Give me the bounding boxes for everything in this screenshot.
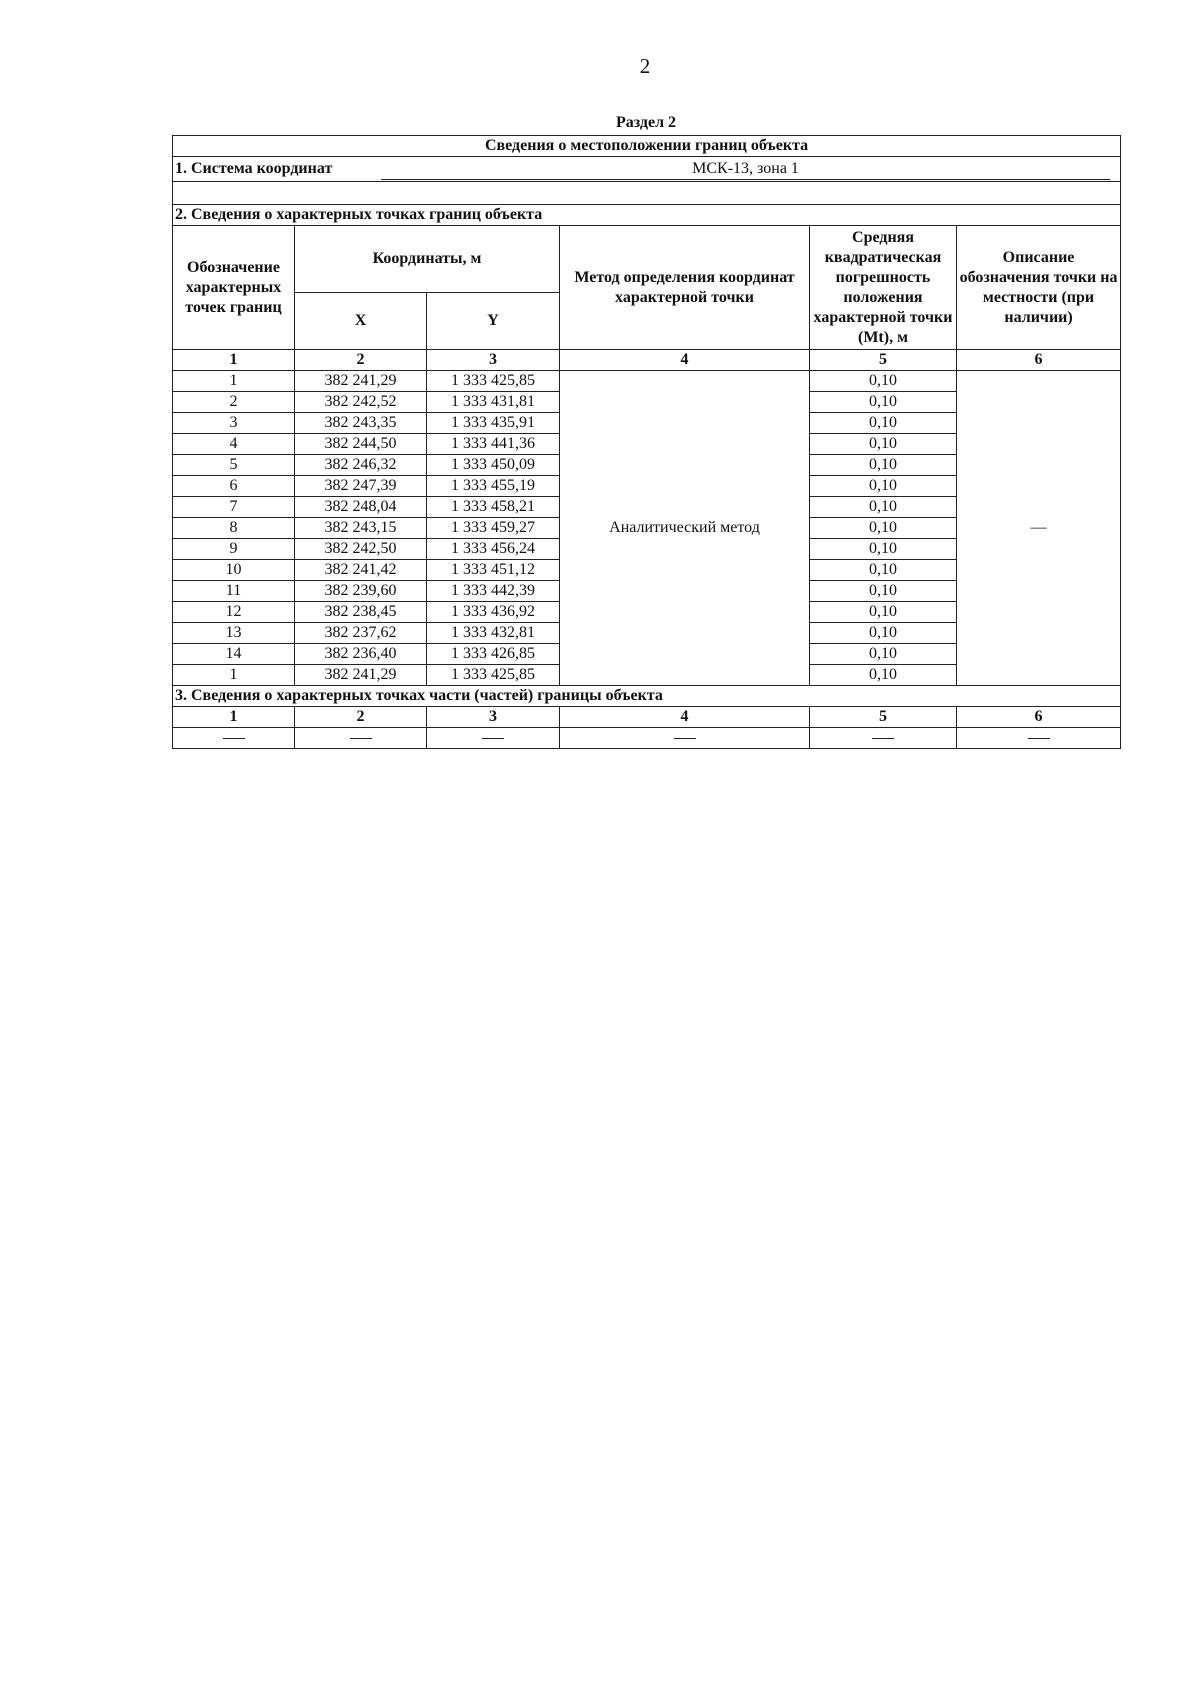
coord-y: 1 333 442,39 — [427, 581, 560, 602]
spacer-row — [173, 182, 1121, 205]
header-y: Y — [427, 293, 560, 350]
point-number: 2 — [173, 392, 295, 413]
error-value: 0,10 — [810, 413, 957, 434]
coord-x: 382 242,50 — [295, 539, 427, 560]
point-number: 5 — [173, 455, 295, 476]
header-error: Средняя квадратическая погрешность положения характерной точки (Mt), м — [810, 226, 957, 350]
column-number: 3 — [427, 707, 560, 728]
dash-mark — [350, 738, 372, 739]
point-number: 4 — [173, 434, 295, 455]
coord-y: 1 333 455,19 — [427, 476, 560, 497]
column-number: 1 — [173, 707, 295, 728]
column-number: 2 — [295, 707, 427, 728]
header-point-designation: Обозначение характерных точек границ — [173, 226, 295, 350]
section-title: Раздел 2 — [615, 114, 677, 131]
points-section-title: 2. Сведения о характерных точках границ объекта — [173, 205, 1121, 226]
coord-x: 382 236,40 — [295, 644, 427, 665]
error-value: 0,10 — [810, 623, 957, 644]
empty-value-dash — [427, 728, 560, 749]
coord-y: 1 333 441,36 — [427, 434, 560, 455]
error-value: 0,10 — [810, 539, 957, 560]
header-coordinates: Координаты, м — [295, 226, 560, 293]
error-value: 0,10 — [810, 581, 957, 602]
coord-y: 1 333 458,21 — [427, 497, 560, 518]
coord-y: 1 333 459,27 — [427, 518, 560, 539]
error-value: 0,10 — [810, 644, 957, 665]
page-number: 2 — [639, 54, 651, 78]
empty-value-dash — [957, 728, 1121, 749]
point-number: 1 — [173, 665, 295, 686]
error-value: 0,10 — [810, 665, 957, 686]
point-number: 12 — [173, 602, 295, 623]
coord-x: 382 247,39 — [295, 476, 427, 497]
dash-mark — [223, 738, 245, 739]
coord-x: 382 237,62 — [295, 623, 427, 644]
header-description: Описание обозначения точки на местности (при наличии) — [957, 226, 1121, 350]
coord-x: 382 241,29 — [295, 665, 427, 686]
coord-x: 382 241,42 — [295, 560, 427, 581]
column-number: 2 — [295, 350, 427, 371]
point-number: 9 — [173, 539, 295, 560]
point-number: 13 — [173, 623, 295, 644]
point-number: 14 — [173, 644, 295, 665]
column-number: 6 — [957, 350, 1121, 371]
parts-section-title: 3. Сведения о характерных точках части (частей) границы объекта — [173, 686, 1121, 707]
point-number: 6 — [173, 476, 295, 497]
coord-y: 1 333 450,09 — [427, 455, 560, 476]
dash-mark — [674, 738, 696, 739]
coord-y: 1 333 432,81 — [427, 623, 560, 644]
header-x: X — [295, 293, 427, 350]
coord-x: 382 242,52 — [295, 392, 427, 413]
coord-system-value: МСК-13, зона 1 — [381, 159, 1110, 180]
empty-value-dash — [295, 728, 427, 749]
empty-value-dash — [810, 728, 957, 749]
dash-mark — [872, 738, 894, 739]
coord-x: 382 243,15 — [295, 518, 427, 539]
table-title: Сведения о местоположении границ объекта — [173, 136, 1121, 157]
header-method: Метод определения координат характерной точки — [560, 226, 810, 350]
point-number: 10 — [173, 560, 295, 581]
column-number: 3 — [427, 350, 560, 371]
method-cell: Аналитический метод — [560, 371, 810, 686]
coord-x: 382 239,60 — [295, 581, 427, 602]
coord-x: 382 241,29 — [295, 371, 427, 392]
coord-y: 1 333 425,85 — [427, 371, 560, 392]
description-cell: — — [957, 371, 1121, 686]
coord-system-label: 1. Система координат — [175, 160, 333, 177]
coord-x: 382 243,35 — [295, 413, 427, 434]
dash-mark — [482, 738, 504, 739]
error-value: 0,10 — [810, 455, 957, 476]
coord-x: 382 248,04 — [295, 497, 427, 518]
error-value: 0,10 — [810, 602, 957, 623]
coord-y: 1 333 426,85 — [427, 644, 560, 665]
column-number: 6 — [957, 707, 1121, 728]
dash-mark — [1028, 738, 1050, 739]
coord-y: 1 333 431,81 — [427, 392, 560, 413]
column-number: 1 — [173, 350, 295, 371]
error-value: 0,10 — [810, 497, 957, 518]
error-value: 0,10 — [810, 518, 957, 539]
coord-y: 1 333 436,92 — [427, 602, 560, 623]
column-number: 4 — [560, 707, 810, 728]
coord-y: 1 333 451,12 — [427, 560, 560, 581]
coord-x: 382 246,32 — [295, 455, 427, 476]
column-number: 5 — [810, 707, 957, 728]
error-value: 0,10 — [810, 476, 957, 497]
error-value: 0,10 — [810, 434, 957, 455]
error-value: 0,10 — [810, 371, 957, 392]
point-number: 1 — [173, 371, 295, 392]
point-number: 11 — [173, 581, 295, 602]
column-number: 4 — [560, 350, 810, 371]
error-value: 0,10 — [810, 392, 957, 413]
coord-system-row — [173, 157, 1121, 182]
coord-y: 1 333 435,91 — [427, 413, 560, 434]
empty-value-dash — [560, 728, 810, 749]
column-number: 5 — [810, 350, 957, 371]
coord-y: 1 333 425,85 — [427, 665, 560, 686]
boundary-table — [172, 135, 1121, 749]
coord-x: 382 244,50 — [295, 434, 427, 455]
coord-y: 1 333 456,24 — [427, 539, 560, 560]
point-number: 3 — [173, 413, 295, 434]
error-value: 0,10 — [810, 560, 957, 581]
empty-value-dash — [173, 728, 295, 749]
point-number: 7 — [173, 497, 295, 518]
point-number: 8 — [173, 518, 295, 539]
table-row — [173, 371, 1121, 392]
coord-x: 382 238,45 — [295, 602, 427, 623]
